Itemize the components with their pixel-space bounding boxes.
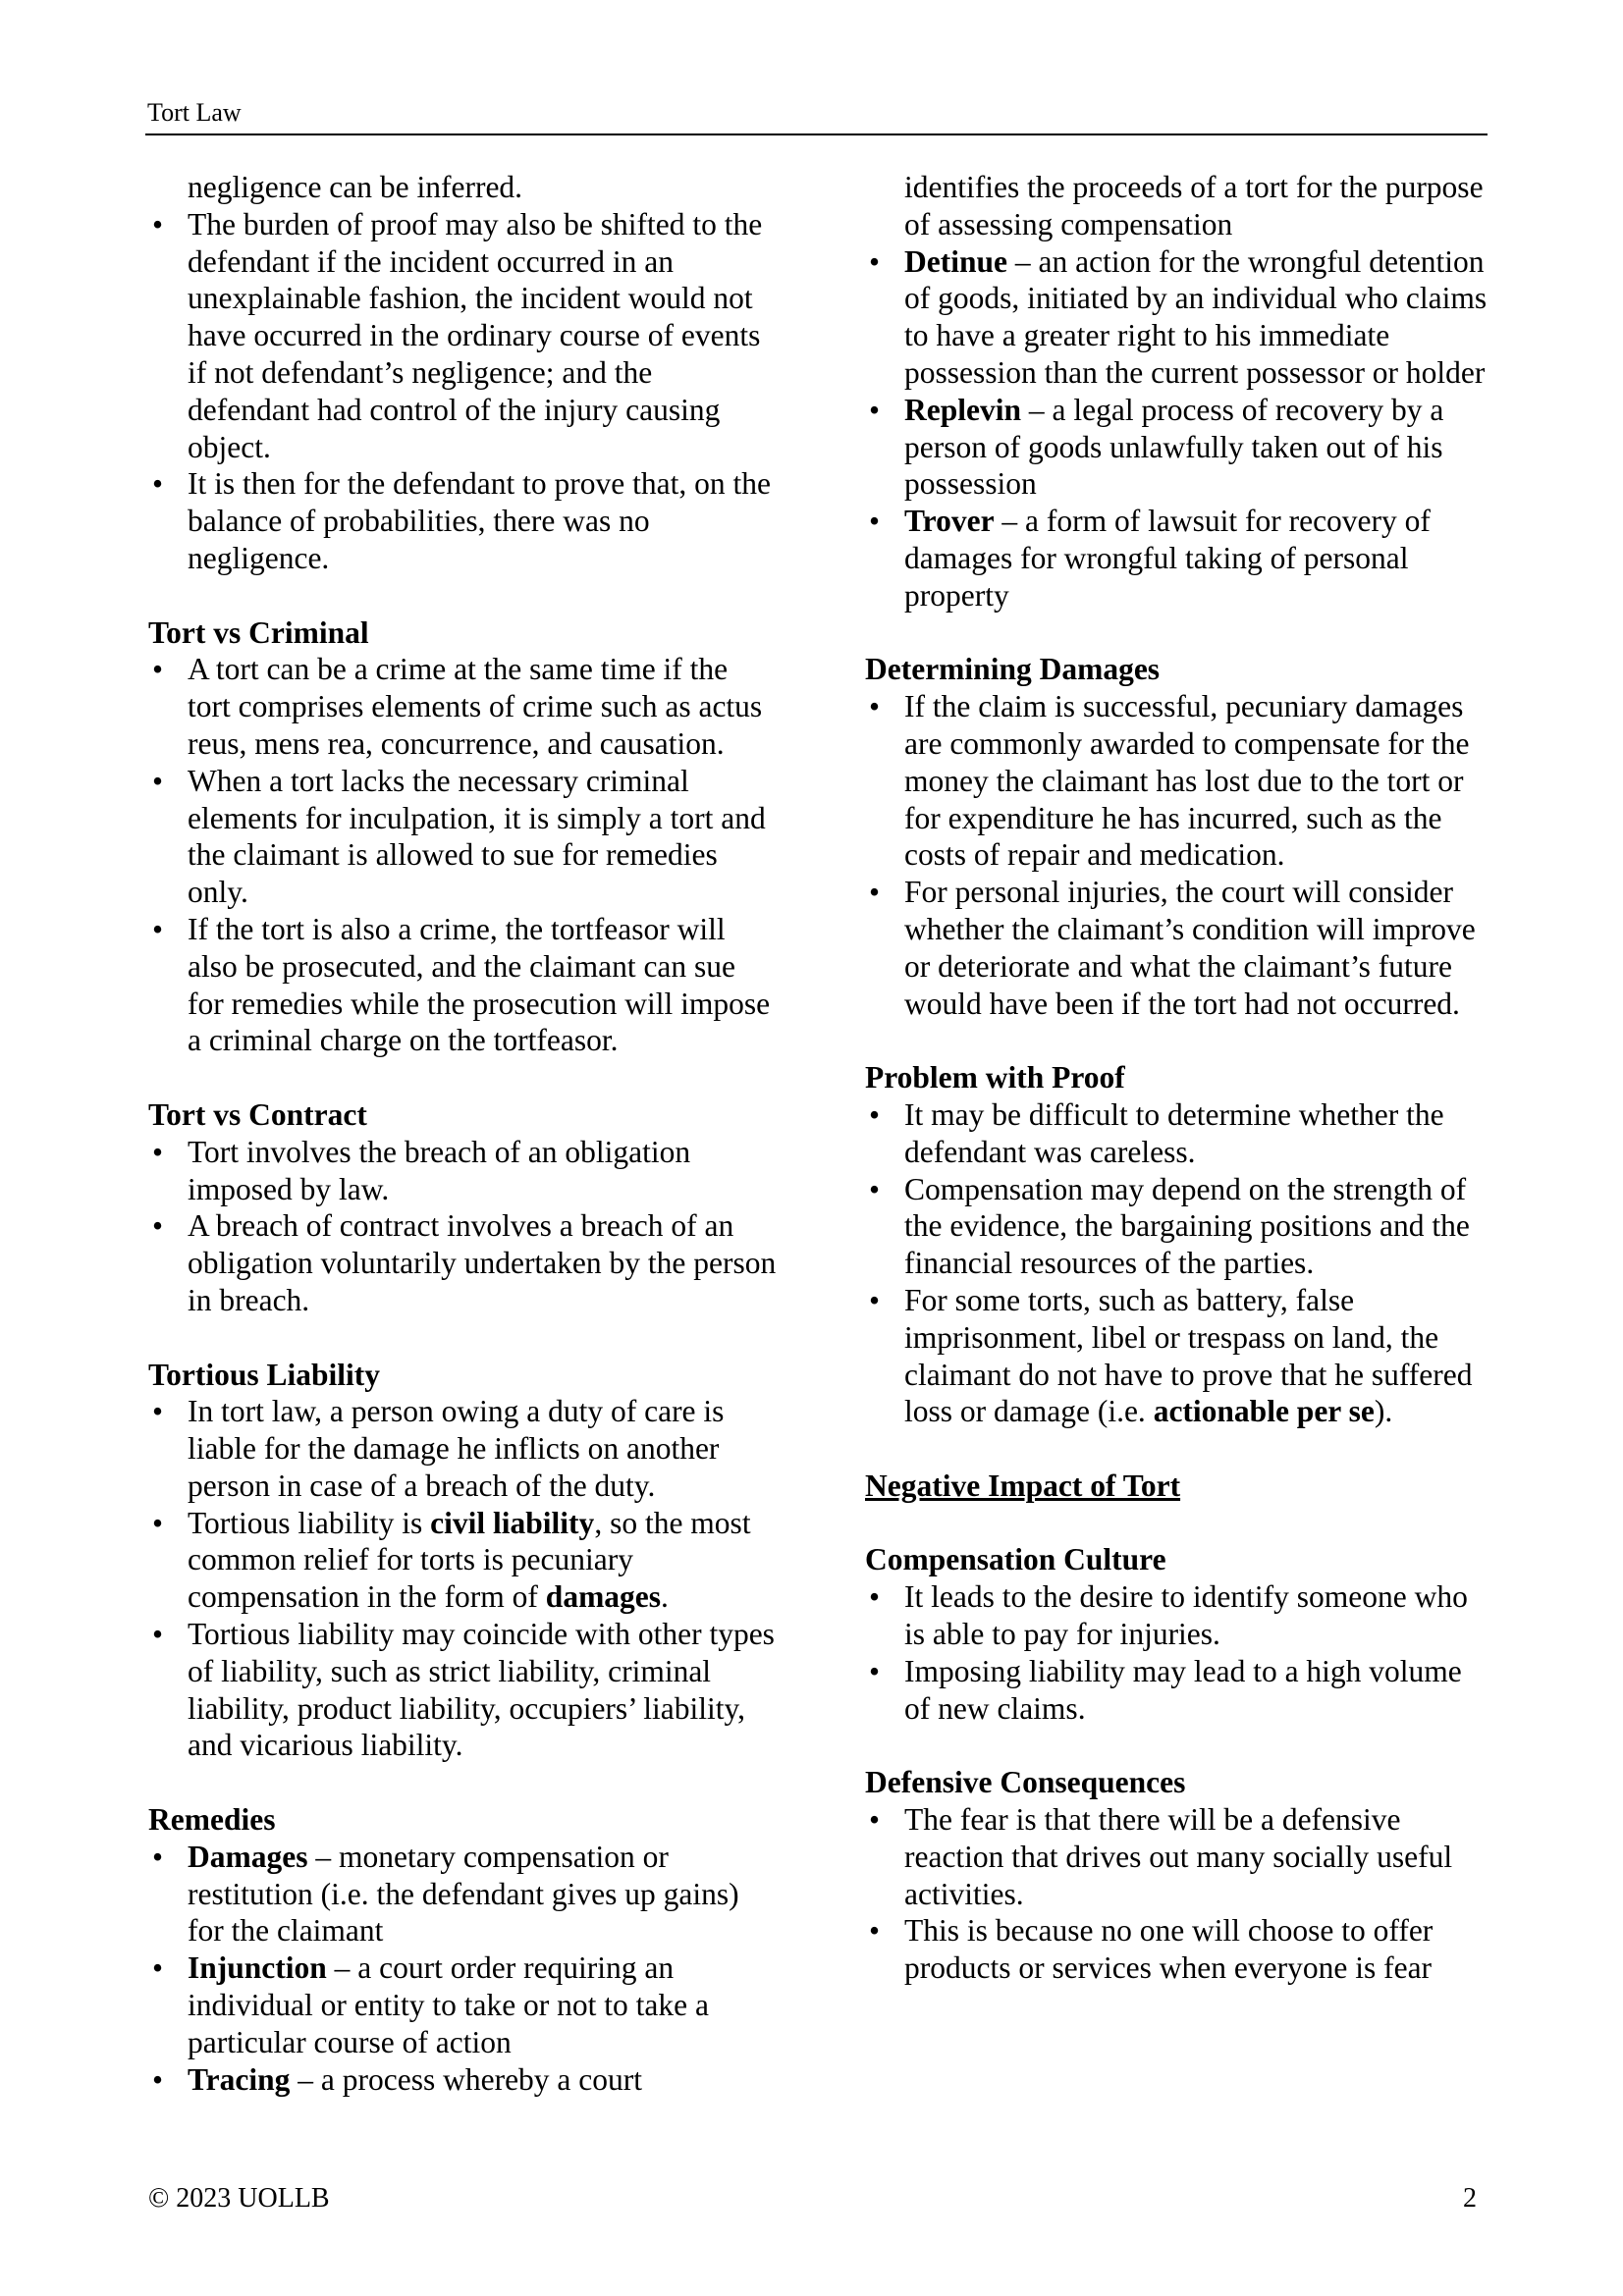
bold-term: civil liability (430, 1505, 595, 1540)
defensive-consequences-list (865, 1801, 1493, 1987)
section-heading-determining-damages: Determining Damages (865, 652, 1161, 687)
list-item: • It is then for the defendant to prove that, on the balance of probabilities, there was no negligence. (152, 466, 771, 575)
tortious-liability-list (148, 1393, 777, 1764)
bold-term: Injunction (188, 1950, 327, 1986)
running-header: Tort Law (147, 98, 242, 127)
bullet-icon: • (152, 466, 164, 502)
bullet-icon: • (869, 1653, 881, 1688)
remedies-list-continued (865, 243, 1493, 614)
bold-term: Trover (904, 504, 995, 539)
bold-term: Replevin (904, 392, 1022, 427)
bullet-icon: • (152, 2061, 164, 2097)
section-heading-compensation-culture: Compensation Culture (865, 1542, 1166, 1577)
bold-term: Damages (188, 1839, 308, 1874)
bullet-icon: • (869, 1282, 881, 1317)
list-item: • It leads to the desire to identify someone who is able to pay for injuries. (869, 1579, 1468, 1652)
list-item: • Trover – a form of lawsuit for recovery of damages for wrongful taking of personal property (869, 504, 1431, 613)
bullet-icon: • (152, 1617, 164, 1652)
section-heading-tortious-liability: Tortious Liability (148, 1357, 381, 1392)
page-number: 2 (1463, 2183, 1477, 2214)
list-item: • If the tort is also a crime, the tortfeasor will also be prosecuted, and the claimant can sue for remedies while the prosecution will impose a criminal charge on the tortfeasor. (152, 911, 771, 1058)
list-item: • A tort can be a crime at the same time if the tort comprises elements of crime such as actus reus, mens rea, concurrence, and causation. (152, 652, 763, 761)
list-item: • Detinue – an action for the wrongful detention of goods, initiated by an individual who claims to have a greater right to his immediate possession than the current possessor or holder (869, 243, 1488, 390)
list-item: • Compensation may depend on the strength of the evidence, the bargaining positions and the financial resources of the parties. (869, 1171, 1470, 1281)
header-rule (145, 133, 1488, 135)
bullet-icon: • (152, 206, 164, 241)
continued-text: negligence can be inferred. (188, 170, 523, 204)
list-item: • The fear is that there will be a defensive reaction that drives out many socially useful activities. (869, 1802, 1453, 1911)
problem-with-proof-list (865, 1096, 1493, 1430)
bullet-icon: • (869, 1913, 881, 1949)
list-item: • The burden of proof may also be shifted to the defendant if the incident occurred in an unexplainable fashion, the incident would not have occurred in the ordinary course of events if not defendant’s negligence; and the defendant had control of the injury causing object. (152, 206, 763, 464)
list-item: • For personal injuries, the court will consider whether the claimant’s condition will improve or deteriorate and what the claimant’s future would have been if the tort had not occurred. (869, 875, 1476, 1021)
list-item: • It may be difficult to determine whether the defendant was careless. (869, 1096, 1444, 1169)
list-item: • Injunction – a court order requiring an individual or entity to take or not to take a particular course of action (152, 1950, 709, 2059)
bullet-icon: • (152, 763, 164, 798)
section-heading-defensive-consequences: Defensive Consequences (865, 1765, 1186, 1800)
list-item: • Tortious liability may coincide with other types of liability, such as strict liability, criminal liability, product liability, occupiers’ liability, and vicarious liability. (152, 1617, 775, 1763)
bullet-icon: • (869, 1096, 881, 1132)
determining-damages-list (865, 688, 1493, 1022)
bullet-icon: • (869, 504, 881, 539)
bullet-icon: • (869, 243, 881, 279)
list-item: • This is because no one will choose to offer products or services when everyone is fear (869, 1913, 1434, 1986)
bullet-icon: • (869, 392, 881, 427)
bullet-icon: • (869, 689, 881, 724)
burden-of-proof-list (148, 206, 777, 577)
bold-term: actionable per se (1153, 1394, 1375, 1429)
section-heading-remedies: Remedies (148, 1802, 276, 1838)
compensation-culture-list (865, 1578, 1493, 1727)
bullet-icon: • (152, 1839, 164, 1874)
list-item: • Damages – monetary compensation or restitution (i.e. the defendant gives up gains) for the claimant (152, 1839, 739, 1949)
bullet-icon: • (152, 1394, 164, 1429)
footer-copyright: © 2023 UOLLB (148, 2183, 330, 2214)
bullet-icon: • (152, 652, 164, 687)
list-item: • If the claim is successful, pecuniary damages are commonly awarded to compensate for the money the claimant has lost due to the tort or for expenditure he has incurred, such as the costs of repair and medication. (869, 689, 1470, 873)
bullet-icon: • (869, 1171, 881, 1206)
list-item: • Tort involves the breach of an obligation imposed by law. (152, 1134, 691, 1206)
list-item: • For some torts, such as battery, false imprisonment, libel or trespass on land, the claimant do not have to prove that he suffered loss or damage (i.e. actionable per se). (869, 1282, 1473, 1429)
bullet-icon: • (152, 1505, 164, 1540)
tort-vs-criminal-list (148, 651, 777, 1059)
bullet-icon: • (869, 875, 881, 910)
bullet-icon: • (152, 1950, 164, 1986)
list-item: • When a tort lacks the necessary criminal elements for inculpation, it is simply a tort and the claimant is allowed to sue for remedies only. (152, 763, 766, 910)
list-item: • A breach of contract involves a breach of an obligation voluntarily undertaken by the person in breach. (152, 1208, 777, 1317)
list-item: • Replevin – a legal process of recovery by a person of goods unlawfully taken out of his possession (869, 392, 1444, 502)
section-heading-negative-impact: Negative Impact of Tort (865, 1468, 1181, 1503)
bullet-icon: • (152, 911, 164, 946)
tort-vs-contract-list (148, 1134, 777, 1319)
list-item: • Imposing liability may lead to a high volume of new claims. (869, 1653, 1462, 1726)
section-heading-problem-with-proof: Problem with Proof (865, 1060, 1125, 1095)
list-item: • Tracing – a process whereby a court (152, 2061, 643, 2097)
bullet-icon: • (869, 1802, 881, 1838)
right-column (865, 169, 1493, 1987)
bold-term: Detinue (904, 243, 1007, 279)
section-heading-tort-vs-criminal: Tort vs Criminal (148, 614, 369, 650)
bold-term: damages (545, 1579, 662, 1615)
list-item: • Tortious liability is civil liability, so the most common relief for torts is pecuniary compensation in the form of damages. (152, 1505, 751, 1615)
bullet-icon: • (152, 1208, 164, 1244)
bullet-icon: • (152, 1134, 164, 1169)
section-heading-tort-vs-contract: Tort vs Contract (148, 1096, 367, 1132)
left-column (148, 169, 777, 2098)
bullet-icon: • (869, 1579, 881, 1615)
bold-term: Tracing (188, 2061, 291, 2097)
remedies-list (148, 1839, 777, 2099)
continued-text: identifies the proceeds of a tort for the purpose of assessing compensation (904, 170, 1484, 241)
list-item: • In tort law, a person owing a duty of care is liable for the damage he inflicts on another person in case of a breach of the duty. (152, 1394, 725, 1503)
